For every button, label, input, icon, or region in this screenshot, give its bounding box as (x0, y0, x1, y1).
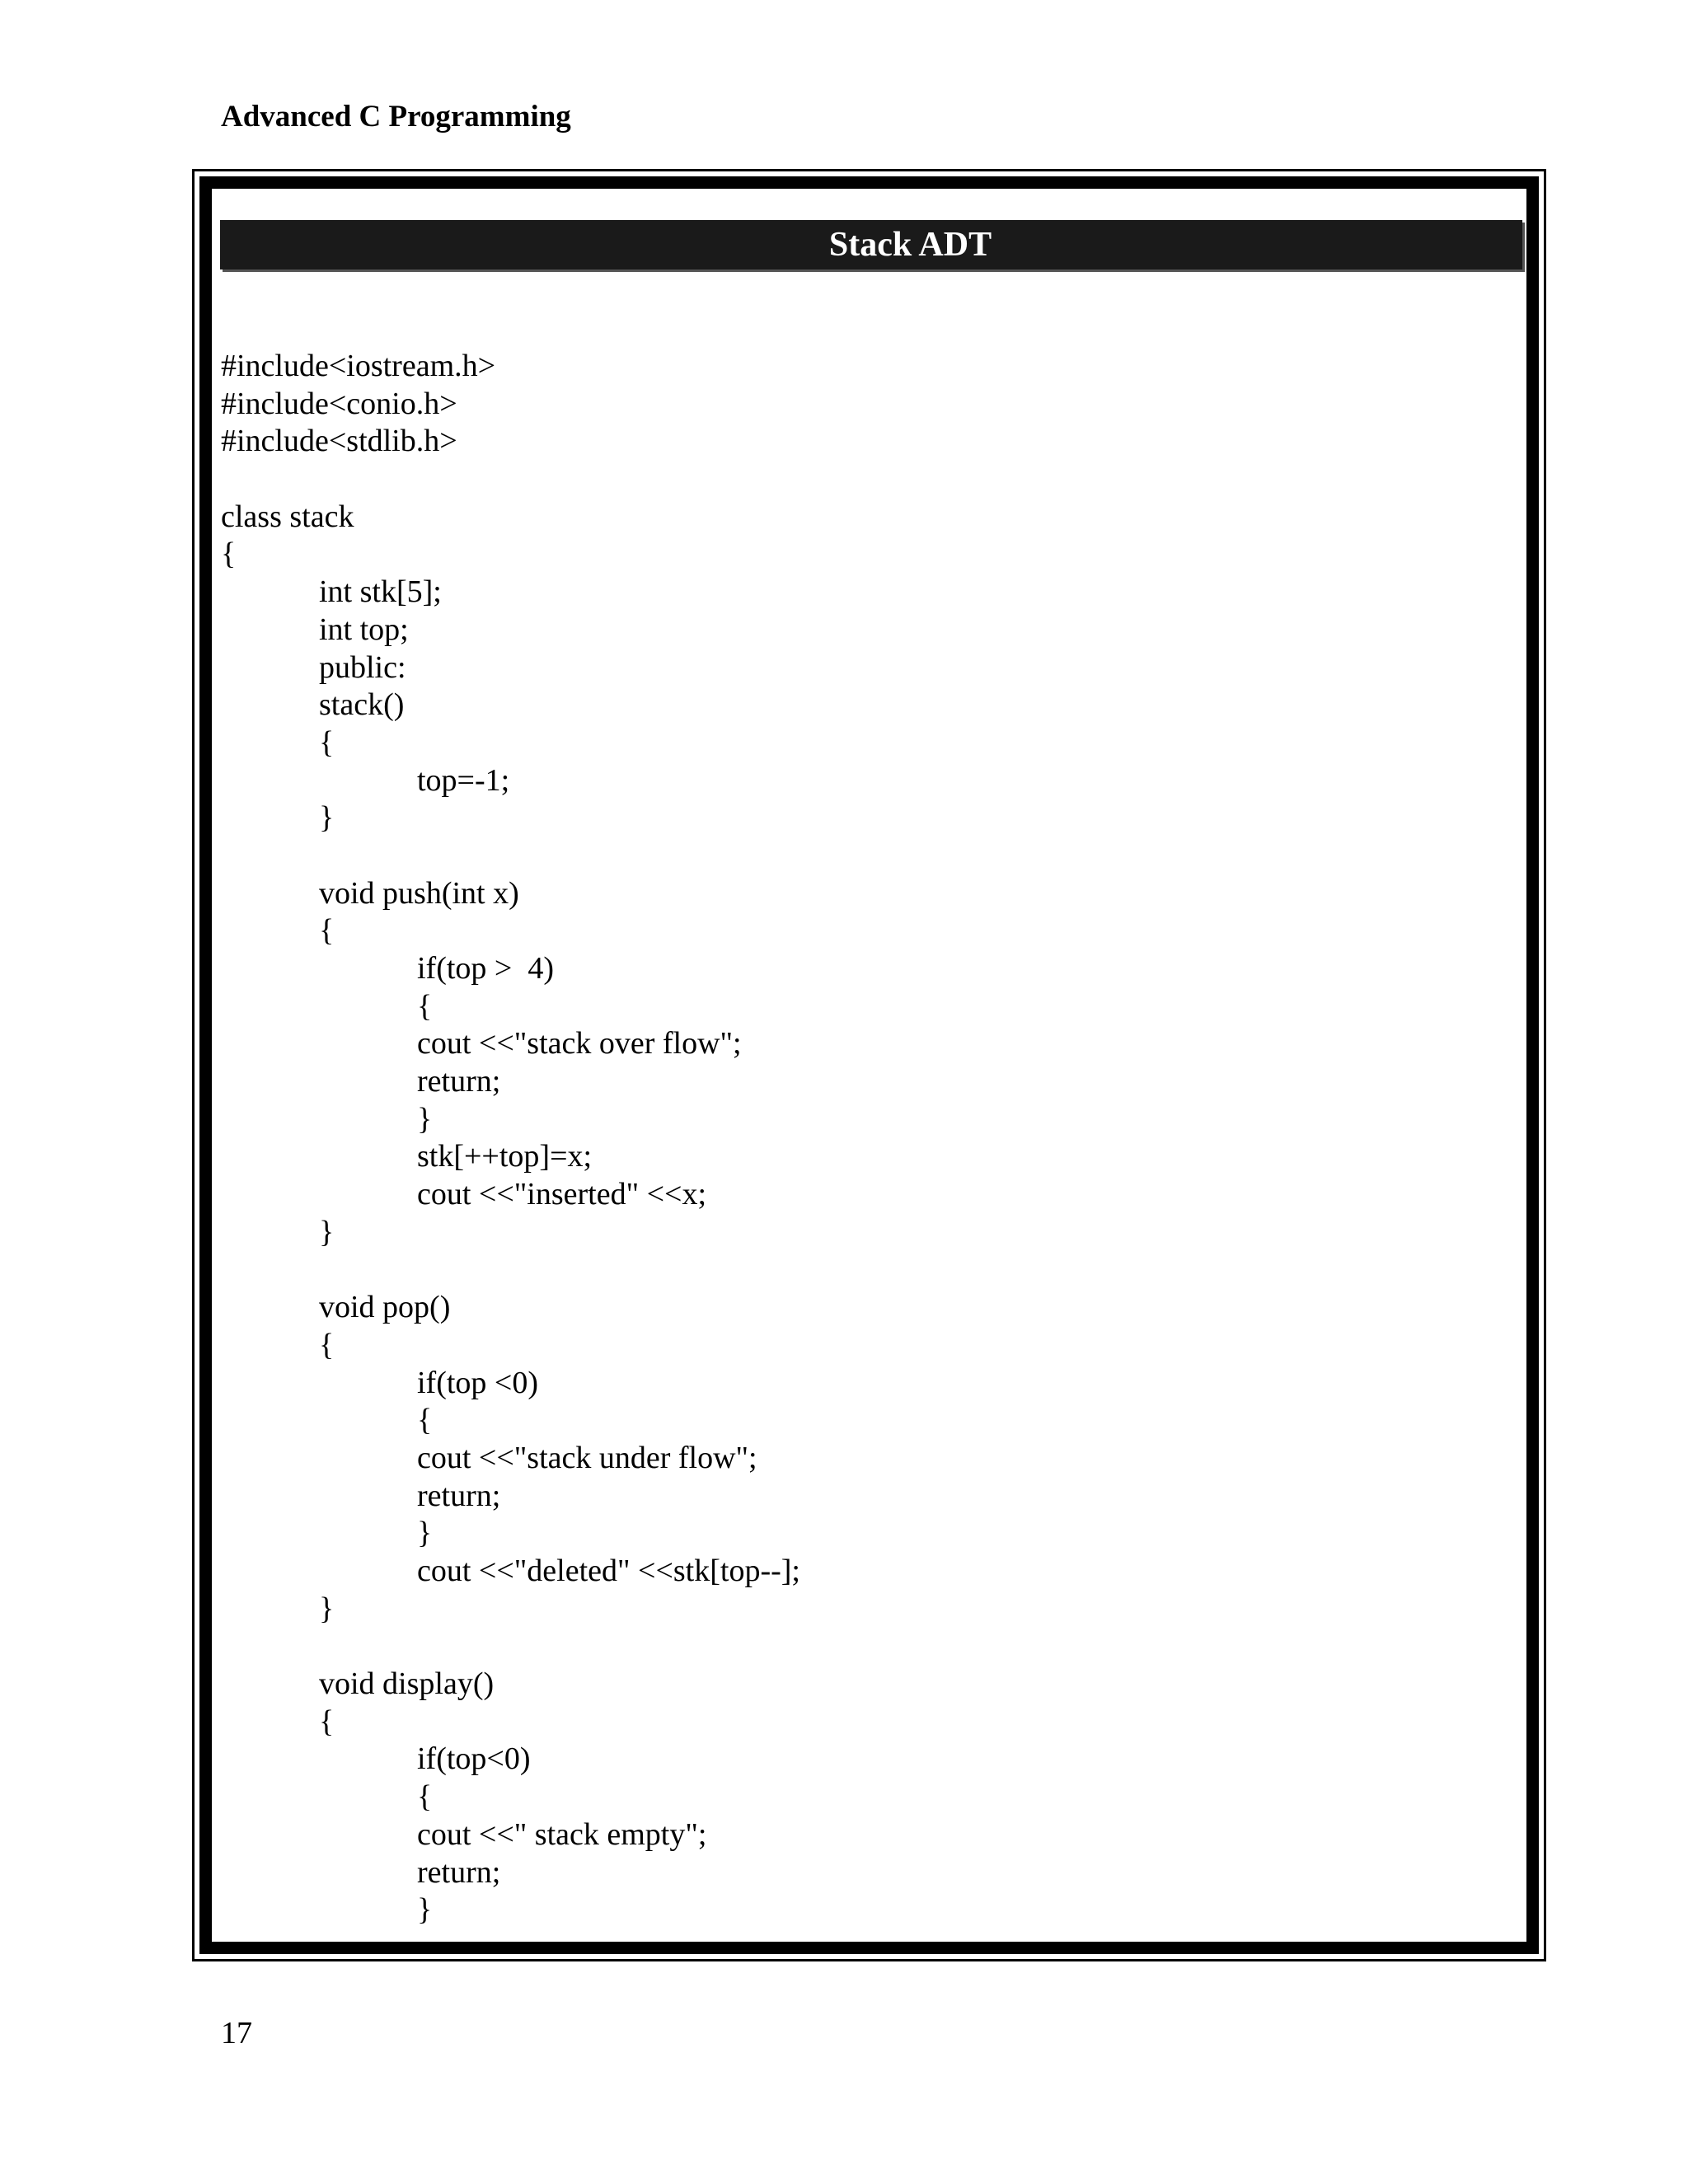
code-line: stack() (319, 687, 405, 723)
code-line: #include<iostream.h> (221, 349, 496, 383)
code-line: return; (417, 1478, 501, 1513)
code-line: void push(int x) (319, 875, 519, 911)
code-line: { (319, 913, 335, 949)
code-line: } (417, 1516, 433, 1551)
code-line: if(top > 4) (417, 951, 555, 986)
code-line: int top; (319, 612, 409, 647)
section-title-bar (220, 220, 1522, 269)
code-line: if(top<0) (417, 1741, 531, 1777)
code-line: cout <<"deleted" <<stk[top--]; (417, 1554, 800, 1588)
code-line: } (417, 1892, 433, 1928)
code-line: top=-1; (417, 762, 510, 798)
code-line: if(top <0) (417, 1365, 539, 1400)
code-line: { (417, 1403, 433, 1438)
code-line: class stack (221, 499, 354, 534)
code-line: #include<conio.h> (221, 386, 457, 421)
code-line: int stk[5]; (319, 574, 442, 610)
code-line: } (319, 1214, 335, 1249)
code-line: stk[++top]=x; (417, 1139, 593, 1174)
code-line: void display() (319, 1666, 495, 1702)
code-line: cout <<"inserted" <<x; (417, 1177, 707, 1212)
code-line: { (319, 724, 335, 760)
code-line: cout <<"stack over flow"; (417, 1026, 742, 1062)
running-header: Advanced C Programming (221, 100, 571, 134)
code-line: void pop() (319, 1290, 451, 1325)
code-line: public: (319, 649, 406, 685)
code-line: #include<stdlib.h> (221, 424, 457, 459)
code-line (221, 461, 1507, 499)
code-line: } (319, 1591, 335, 1626)
code-line: } (417, 1101, 433, 1137)
code-line: { (221, 537, 237, 572)
code-line (221, 1628, 1507, 1666)
code-line: { (417, 1779, 433, 1815)
code-block (221, 348, 1507, 1929)
page-number: 17 (221, 2016, 252, 2050)
code-line: { (319, 1704, 335, 1739)
section-title: Stack ADT (828, 226, 992, 264)
code-line: } (319, 800, 335, 836)
code-line: return; (417, 1854, 501, 1890)
code-line (221, 1252, 1507, 1290)
code-line: { (417, 988, 433, 1024)
code-line (221, 837, 1507, 875)
code-line: return; (417, 1064, 501, 1099)
code-line: { (319, 1327, 335, 1362)
code-line: cout <<"stack under flow"; (417, 1440, 757, 1475)
code-line: cout <<" stack empty"; (417, 1816, 707, 1852)
